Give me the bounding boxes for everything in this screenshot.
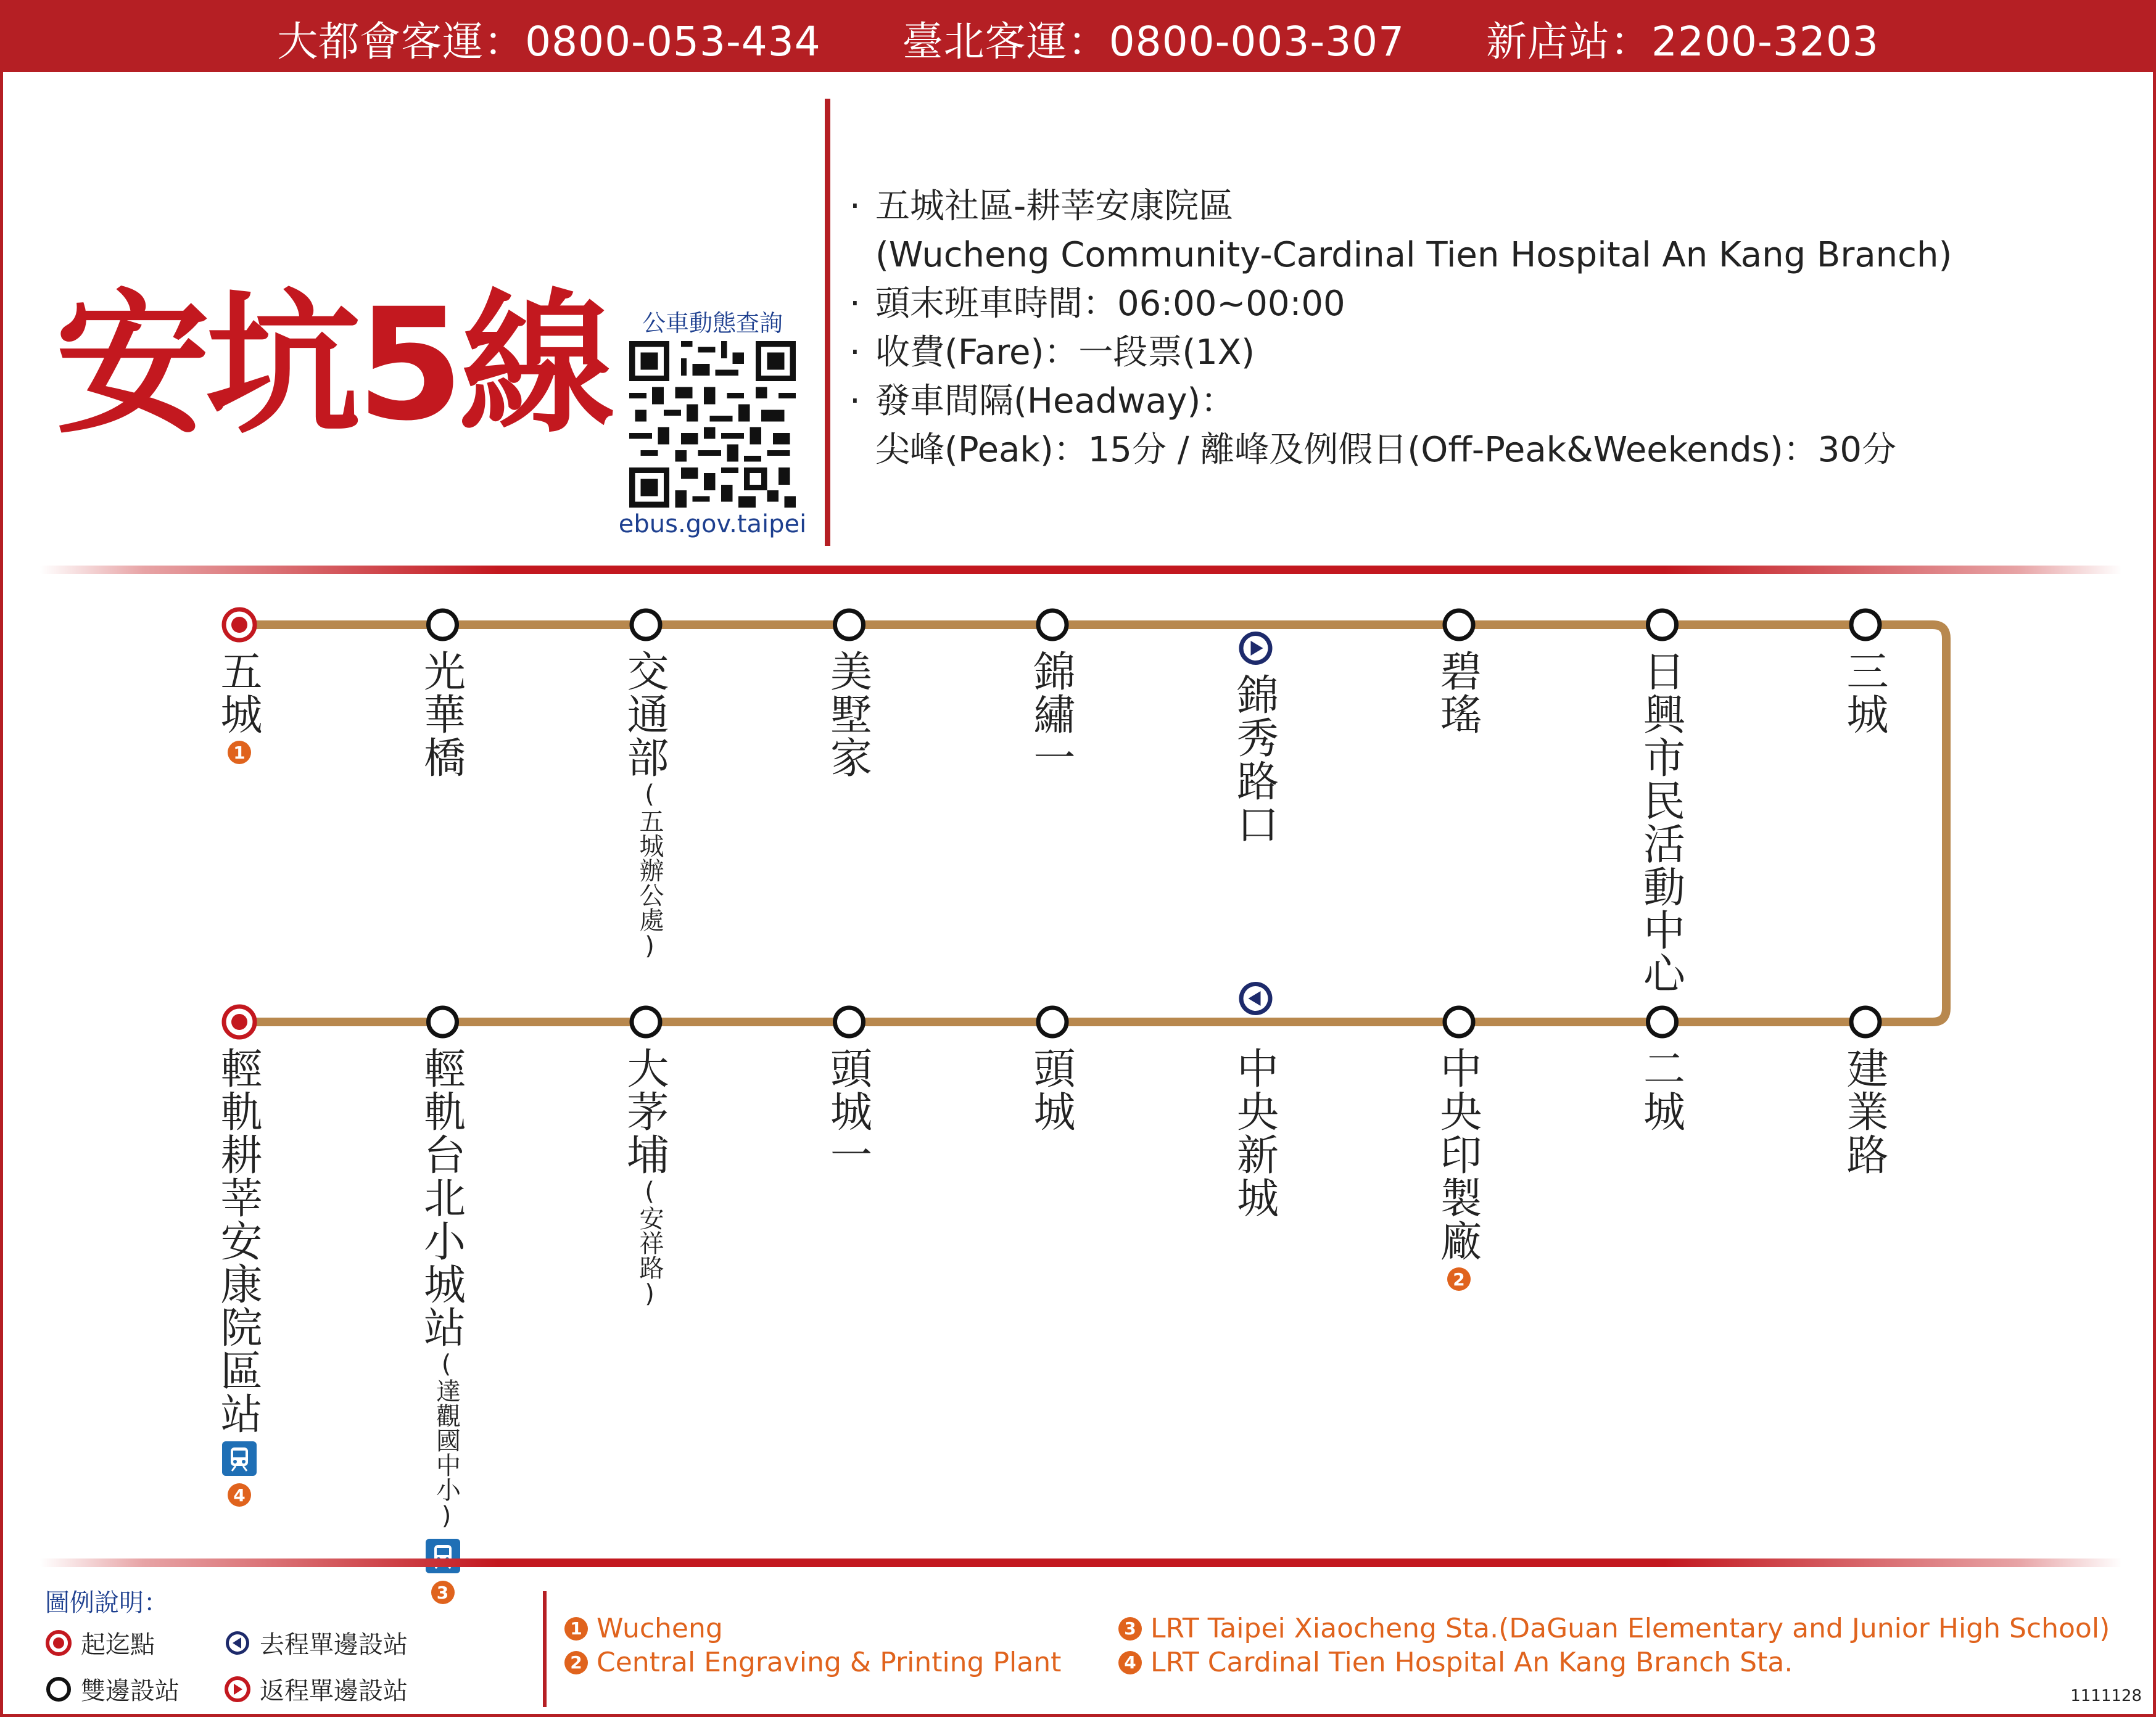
stop-marker-bottom-3[interactable] <box>835 1008 864 1036</box>
stop-marker-top-1[interactable] <box>429 611 457 639</box>
qr-url[interactable]: ebus.gov.taipei <box>618 510 807 538</box>
lrt-train-icon <box>222 1441 257 1476</box>
headway-title: 發車間隔(Headway)： <box>875 381 1236 421</box>
note-4: 4 LRT Cardinal Tien Hospital An Kang Branch Sta. <box>1118 1647 1793 1678</box>
fare-info: 收費(Fare)：一段票(1X) <box>875 332 1255 373</box>
legend-title: 圖例說明： <box>45 1589 168 1617</box>
stop-name-bottom-7: 二城 <box>1636 1047 1685 1133</box>
stop-name-bottom-5: 中央新城 <box>1229 1047 1279 1219</box>
badge-4-icon: 4 <box>1118 1651 1142 1674</box>
stop-name-top-6: 碧瑤 <box>1433 649 1482 736</box>
return-only-marker-top-5[interactable] <box>1239 632 1273 665</box>
stop-marker-bottom-1[interactable] <box>429 1008 457 1036</box>
stop-marker-top-2[interactable] <box>632 611 660 639</box>
stop-name-bottom-1: 輕軌台北小城站 <box>416 1047 466 1349</box>
stop-name-top-7: 日興市民活動中心 <box>1636 649 1685 995</box>
bottom-rule <box>40 1558 2122 1567</box>
stop-name-top-2: 交通部 <box>620 649 669 779</box>
contact-taipei-bus: 臺北客運：0800-003-307 <box>902 17 1405 65</box>
terminal-stop-icon <box>45 1629 72 1657</box>
legend-divider <box>543 1591 547 1707</box>
stop-badge-2-icon: 2 <box>1447 1267 1471 1291</box>
legend-terminal: 起迄點 <box>45 1625 155 1660</box>
note-2: 2 Central Engraving & Printing Plant <box>564 1647 1061 1678</box>
stop-name-bottom-2: 大茅埔 <box>620 1047 669 1176</box>
stop-name-top-3: 美墅家 <box>823 649 872 779</box>
stop-name-top-8: 三城 <box>1840 649 1888 736</box>
note-3: 3 LRT Taipei Xiaocheng Sta.(DaGuan Elementary and Junior High School) <box>1118 1613 2110 1644</box>
return-only-icon <box>224 1676 251 1703</box>
stop-marker-top-3[interactable] <box>835 611 864 639</box>
stop-badge-3-icon: 3 <box>431 1581 455 1604</box>
route-endpoints: 五城社區-耕莘安康院區 <box>875 186 1234 226</box>
route-line <box>239 625 1946 1022</box>
stop-marker-top-7[interactable] <box>1648 611 1677 639</box>
contact-xindian-station: 新店站：2200-3203 <box>1486 17 1879 65</box>
contact-metro: 大都會客運：0800-053-434 <box>277 17 821 65</box>
stop-name-top-0: 五城 <box>213 649 262 736</box>
route-info: · 五城社區-耕莘安康院區 (Wucheng Community-Cardinal Tien Hospital An Kang Branch) · 頭末班車時間：06:00~00:00 · 收費(Fare)：一段票(1X) · 發車間隔(Headway)： 尖峰(Peak)：15分 / 離峰及例假日(Off-Peak&Weekends)：30分 <box>849 182 1952 474</box>
stop-marker-bottom-2[interactable] <box>632 1008 660 1036</box>
stop-name-bottom-4: 頭城 <box>1026 1047 1075 1133</box>
note-1: 1 Wucheng <box>564 1613 723 1644</box>
legend-both-sides: 雙邊設站 <box>45 1671 180 1707</box>
stop-subname-bottom-2: (安祥路) <box>635 1177 664 1308</box>
stop-marker-bottom-8[interactable] <box>1851 1008 1880 1036</box>
stop-name-bottom-6: 中央印製廠 <box>1433 1047 1482 1262</box>
stop-marker-bottom-4[interactable] <box>1038 1008 1067 1036</box>
stop-subname-top-2: (五城辦公處) <box>635 780 664 960</box>
stop-marker-top-4[interactable] <box>1038 611 1067 639</box>
service-hours: 頭末班車時間：06:00~00:00 <box>875 284 1345 324</box>
stop-name-bottom-8: 建業路 <box>1840 1047 1888 1176</box>
lrt-train-icon <box>426 1539 460 1573</box>
stop-subname-bottom-1: (達觀國中小) <box>432 1350 461 1530</box>
badge-1-icon: 1 <box>564 1617 588 1641</box>
stop-name-top-5: 錦秀路口 <box>1229 673 1279 846</box>
route-title: 安坑5線 <box>56 275 611 455</box>
stop-name-top-1: 光華橋 <box>416 649 466 779</box>
badge-2-icon: 2 <box>564 1651 588 1674</box>
sign-code: 1111128 <box>2070 1687 2142 1705</box>
stop-marker-bottom-7[interactable] <box>1648 1008 1677 1036</box>
both-sides-stop-icon <box>45 1676 72 1703</box>
stop-badge-4-icon: 4 <box>228 1483 251 1507</box>
terminal-stop-marker-top-0[interactable] <box>224 609 255 640</box>
outbound-only-marker-bottom-5[interactable] <box>1239 982 1273 1015</box>
stop-name-top-4: 錦繡一 <box>1026 649 1075 779</box>
stop-marker-top-8[interactable] <box>1851 611 1880 639</box>
outbound-only-icon <box>224 1629 251 1657</box>
stop-marker-top-6[interactable] <box>1445 611 1473 639</box>
terminal-stop-marker-bottom-0[interactable] <box>224 1007 255 1037</box>
qr-caption: 公車動態查詢 <box>642 310 783 337</box>
stop-marker-bottom-6[interactable] <box>1445 1008 1473 1036</box>
stop-badge-1-icon: 1 <box>228 741 251 764</box>
route-endpoints-en: (Wucheng Community-Cardinal Tien Hospital An Kang Branch) <box>875 235 1952 275</box>
badge-3-icon: 3 <box>1118 1617 1142 1641</box>
legend-outbound: 去程單邊設站 <box>224 1625 408 1660</box>
stop-name-bottom-0: 輕軌耕莘安康院區站 <box>213 1047 262 1435</box>
headway-detail: 尖峰(Peak)：15分 / 離峰及例假日(Off-Peak&Weekends)：30分 <box>875 430 1896 470</box>
route-map <box>3 3 2153 1717</box>
stop-name-bottom-3: 頭城一 <box>823 1047 872 1176</box>
legend-return: 返程單邊設站 <box>224 1671 408 1707</box>
